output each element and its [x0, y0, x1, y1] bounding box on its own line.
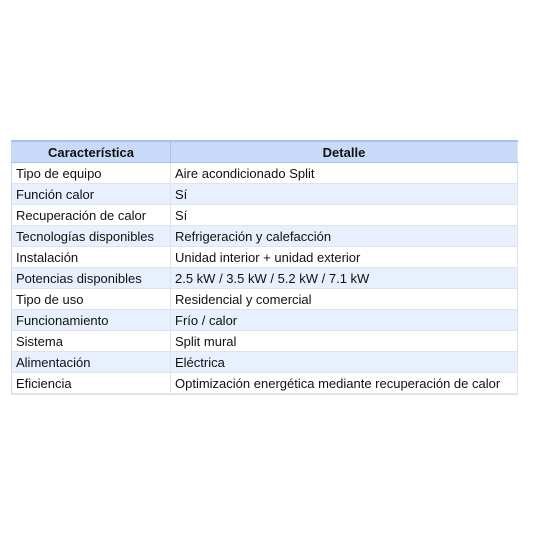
detail-cell: Eléctrica — [171, 352, 518, 373]
detail-cell: Refrigeración y calefacción — [171, 226, 518, 247]
detail-cell: Unidad interior + unidad exterior — [171, 247, 518, 268]
header-caracteristica: Característica — [12, 141, 171, 163]
table-row — [12, 310, 518, 331]
detail-cell: 2.5 kW / 3.5 kW / 5.2 kW / 7.1 kW — [171, 268, 518, 289]
feature-cell: Instalación — [12, 247, 171, 268]
detail-cell: Sí — [171, 184, 518, 205]
feature-cell: Tipo de uso — [12, 289, 171, 310]
feature-cell: Eficiencia — [12, 373, 171, 395]
table-row — [12, 205, 518, 226]
detail-cell: Frío / calor — [171, 310, 518, 331]
feature-cell: Potencias disponibles — [12, 268, 171, 289]
table-row — [12, 373, 518, 395]
table-row — [12, 268, 518, 289]
feature-cell: Recuperación de calor — [12, 205, 171, 226]
detail-cell: Optimización energética mediante recuperación de calor — [171, 373, 518, 395]
feature-cell: Funcionamiento — [12, 310, 171, 331]
header-detalle: Detalle — [171, 141, 518, 163]
table-row — [12, 352, 518, 373]
table-row — [12, 226, 518, 247]
feature-cell: Función calor — [12, 184, 171, 205]
feature-cell: Tecnologías disponibles — [12, 226, 171, 247]
table-row — [12, 163, 518, 184]
spec-table — [11, 140, 518, 395]
detail-cell: Sí — [171, 205, 518, 226]
detail-cell: Residencial y comercial — [171, 289, 518, 310]
feature-cell: Sistema — [12, 331, 171, 352]
feature-cell: Alimentación — [12, 352, 171, 373]
detail-cell: Split mural — [171, 331, 518, 352]
table-row — [12, 184, 518, 205]
header-row — [12, 141, 518, 163]
table-row — [12, 289, 518, 310]
feature-cell: Tipo de equipo — [12, 163, 171, 184]
table-row — [12, 247, 518, 268]
table-row — [12, 331, 518, 352]
detail-cell: Aire acondicionado Split — [171, 163, 518, 184]
